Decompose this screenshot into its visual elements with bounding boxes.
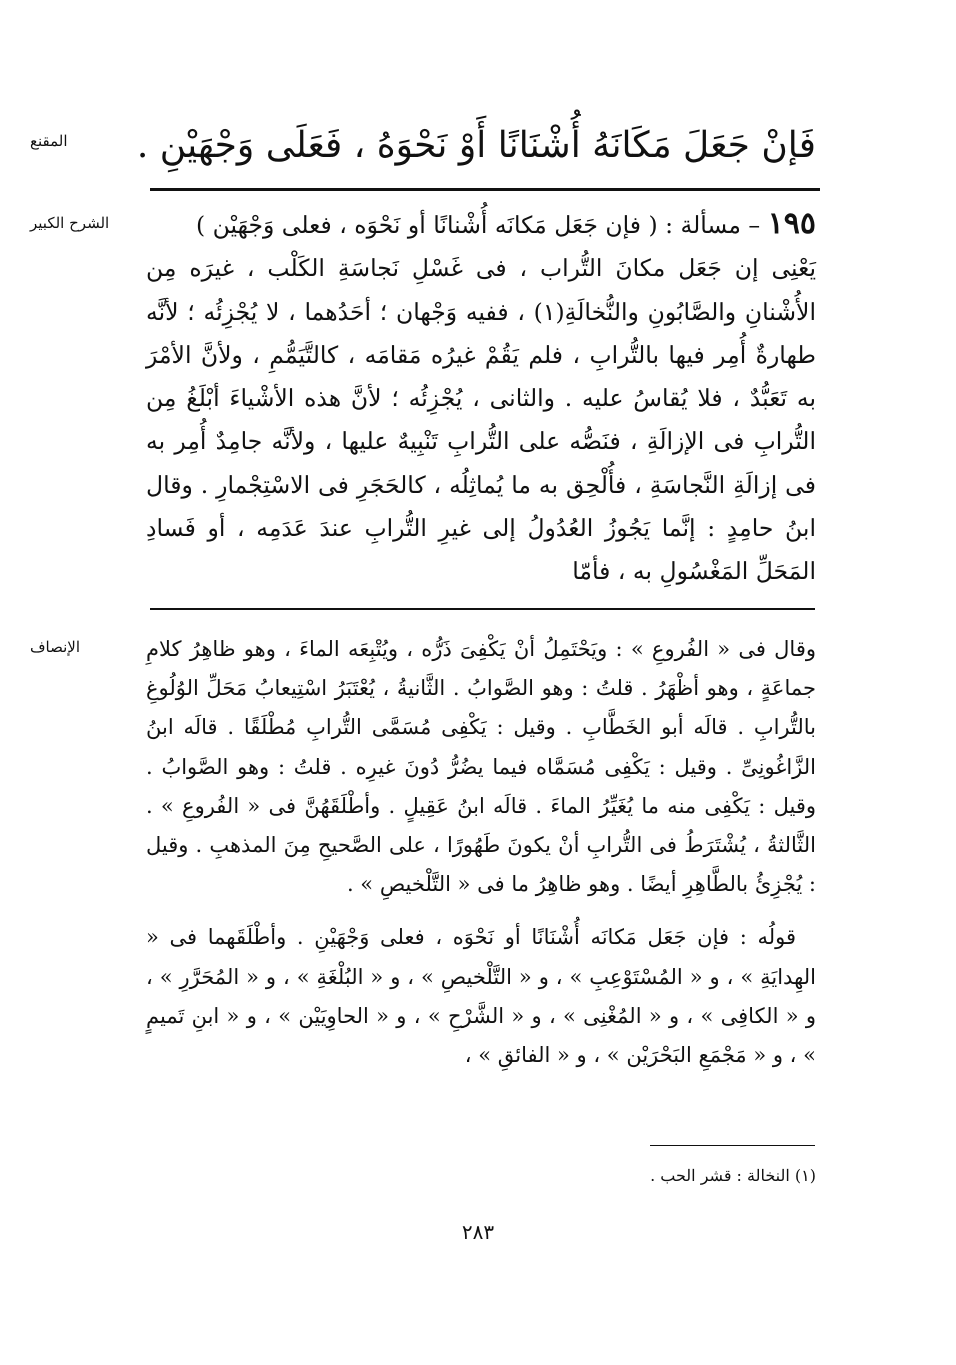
muqni-line: فَإنْ جَعَلَ مَكَانَهُ أُشْنَانًا أَوْ نَحْوَهُ ، فَعَلَى وَجْهَيْنِ . — [136, 125, 816, 166]
top-rule — [150, 188, 820, 191]
section-rule — [150, 608, 815, 610]
insaf-block — [146, 630, 816, 1075]
side-label-muqni: المقنع — [30, 132, 68, 150]
insaf-paragraph-2: قولُه : فإن جَعَل مَكانَه أُشْنَانًا أو نَحْوَه ، فعلى وَجْهَيْنِ . وأطْلَقَهما فى « الهِدايَةِ » ، و « المُسْتَوْعِبِ » ، و « التَّلْخيصِ » ، و « البُلْغَةِ » ، و « المُحَرَّرِ » ، و « الكافِى » ، و « المُغْنِى » ، و « الشَّرْحِ » ، و « الحاوِيَيْن » ، و « ابنِ تَميمٍ » ، و « مَجْمَعِ البَحْرَيْن » ، و « الفائقِ » ، — [146, 925, 816, 1068]
footnote-rule — [650, 1145, 815, 1146]
insaf-paragraph-1: وقال فى « الفُروعِ » : ويَحْتَمِلُ أنْ يَكْفِىَ ذَرُّه ، ويُتْبِعَه الماءَ ، وهو ظاهِرُ كلامِ جماعَةٍ ، وهو أظْهَرُ . قلتُ : وهو الصَّوابُ . الثَّانيةُ ، يُعْتَبَرُ اسْتِيعابُ مَحَلِّ الوُلُوغِ بالتُّرابِ . قالَه أبو الخَطَّابِ . وقيل : يَكْفِى مُسَمَّى التُّرابِ مُطْلَقًا . قالَه ابنُ الزَّاغُونِىِّ . وقيل : يَكْفِى مُسَمَّاه فيما يضُرُّ دُونَ غيرِه . قلتُ : وهو الصَّوابُ . وقيل : يَكْفِى منه ما يُغَيِّرُ الماءَ . قالَه ابنُ عَقِيلٍ . وأطْلَقَهُنَّ فى « الفُروعِ » . الثَّالثةُ ، يُشْتَرَطُ فى التُّرابِ أنْ يكونَ طَهُورًا ، على الصَّحيحِ مِنَ المذهبِ . وقيل : يُجْزِئُ بالطَّاهِرِ أيضًا . وهو ظاهِرُ ما فى « التَّلْخيصِ » . — [146, 637, 816, 897]
side-label-insaf: الإنصاف — [30, 638, 81, 656]
footnote: (١) النخالة : قشر الحب . — [650, 1166, 816, 1185]
muqni-text — [136, 118, 816, 174]
sharh-body: يَعْنِى إن جَعَل مكانَ التُّراب ، فى غَسْلِ نَجاسَةِ الكَلْب ، غيرَه مِن الأُشْنانِ والصَّابُونِ والنُّخالَةِ(١) ، ففيه وَجْهان ؛ أحَدُهما ، لا يُجْزِئُه ؛ لأنَّه طهارةٌ أُمِر فيها بالتُّرابِ ، فلم يَقُمْ غيرُه مَقامَه ، كالتَّيَمُّمِ ، ولأنَّ الأمْرَ به تَعَبُّدٌ ، فلا يُقاسُ عليه . والثانى ، يُجْزِئُه ؛ لأنَّ هذه الأشْياءَ أبْلَغُ مِن التُّرابِ فى الإزالَةِ ، فنَصُّه على التُّرابِ تَنْبِيهٌ عليها ، ولأنَّه جامِدٌ أُمِر به فى إزالَةِ النَّجاسَةِ ، فأُلْحِق به ما يُماثِلُه ، كالحَجَرِ فى الاسْتِجْمارِ . وقال ابنُ حامِدٍ : إنَّما يَجُوزُ العُدُولُ إلى غيرِ التُّرابِ عندَ عَدَمِه ، أو فَسادِ المَحَلِّ المَغْسُولِ به ، فأمّا — [146, 254, 816, 586]
sharh-paragraph — [146, 202, 816, 594]
sharh-block — [146, 202, 816, 594]
page-number: ٢٨٣ — [461, 1220, 495, 1244]
side-label-sharh: الشرح الكبير — [30, 214, 110, 232]
mas-ala-lead: – مسألة : ( فإن جَعَل مَكانَه أُشْنانًا أو نَحْوَه ، فعلى وَجْهَيْن ) — [196, 211, 768, 239]
mas-ala-number: ١٩٥ — [767, 206, 816, 241]
